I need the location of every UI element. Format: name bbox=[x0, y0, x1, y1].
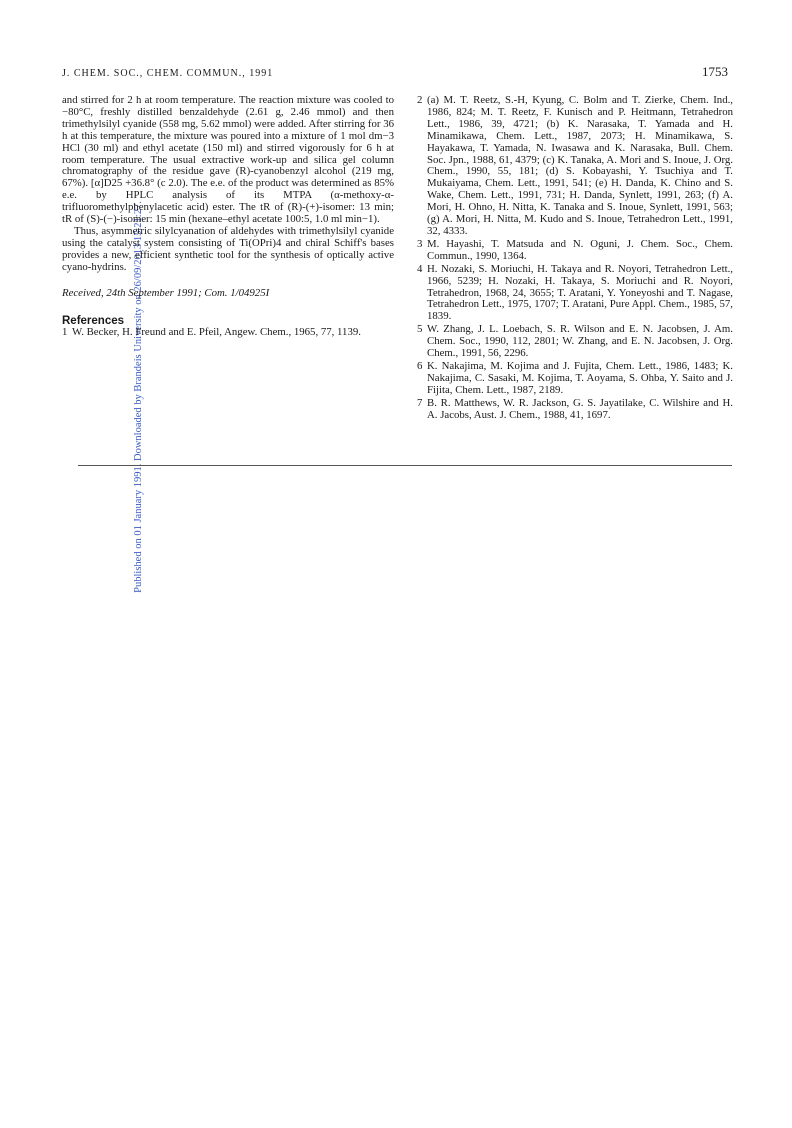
reference-item bbox=[62, 327, 394, 339]
reference-text: (a) M. T. Reetz, S.-H, Kyung, C. Bolm and T. Zierke, Chem. Ind., 1986, 824; M. T. Reetz, F. Kunisch and P. Heitmann, Tetrahedron Lett., 1986, 39, 4721; (b) K. Narasaka, T. Yamada and H. Minamikawa, Chem. Lett., 1987, 2073; H. Minamikawa, S. Hayakawa, T. Yamada, N. Iwasawa and K. Narasaka, Bull. Chem. Soc. Jpn., 1988, 61, 4379; (c) K. Tanaka, A. Mori and S. Inoue, J. Org. Chem., 1990, 55, 181; (d) S. Kobayashi, Y. Tsuchiya and T. Mukaiyama, Chem. Lett., 1991, 541; (e) H. Danda, K. Chino and S. Wake, Chem. Lett., 1991, 731; H. Danda, Synlett, 1991, 263; (f) A. Mori, H. Ohno, H. Nitta, K. Tanaka and S. Inoue, Synlett, 1991, 563; (g) A. Mori, H. Nitta, M. Kudo and S. Inoue, Tetrahedron Lett., 1991, 32, 4333. bbox=[427, 94, 733, 237]
reference-text: W. Becker, H. Freund and E. Pfeil, Angew. Chem., 1965, 77, 1139. bbox=[72, 326, 361, 339]
received-line: Received, 24th September 1991; Com. 1/04925I bbox=[62, 286, 270, 299]
reference-item bbox=[417, 264, 733, 324]
references-heading: References bbox=[62, 314, 125, 327]
running-head: J. CHEM. SOC., CHEM. COMMUN., 1991 bbox=[62, 68, 274, 79]
page-number: 1753 bbox=[702, 64, 728, 79]
reference-item bbox=[417, 239, 733, 263]
reference-number: 5 bbox=[417, 323, 423, 336]
reference-number: 4 bbox=[417, 262, 423, 275]
body-paragraph: Thus, asymmetric silylcyanation of aldehydes with trimethylsilyl cyanide using the catalyst system consisting of Ti(OPri)4 and chiral Schiff's bases provides a new, efficient synthetic tool for the synthesis of optically active cyano-hydrins. bbox=[62, 224, 394, 273]
reference-number: 6 bbox=[417, 359, 423, 372]
reference-item bbox=[417, 361, 733, 397]
reference-text: W. Zhang, J. L. Loebach, S. R. Wilson and E. N. Jacobsen, J. Am. Chem. Soc., 1990, 112, 2801; W. Zhang, and E. N. Jacobsen, J. Org. Chem., 1991, 56, 2296. bbox=[427, 323, 733, 360]
reference-text: B. R. Matthews, W. R. Jackson, G. S. Jayatilake, C. Wilshire and H. A. Jacobs, Aust. J. Chem., 1988, 41, 1697. bbox=[427, 396, 733, 421]
reference-number: 3 bbox=[417, 237, 423, 250]
reference-number: 2 bbox=[417, 94, 423, 106]
reference-item bbox=[417, 398, 733, 422]
page-rule bbox=[78, 465, 732, 466]
reference-number: 1 bbox=[62, 326, 68, 339]
reference-item bbox=[417, 95, 733, 238]
body-paragraph: and stirred for 2 h at room temperature. The reaction mixture was cooled to −80°C, freshly distilled benzaldehyde (2.61 g, 2.46 mmol) and then trimethylsilyl cyanide (558 mg, 5.62 mmol) were added. After stirring for 36 h at this temperature, the mixture was poured into a mixture of 1 mol dm−3 HCl (30 ml) and ethyl acetate (150 ml) and stirred vigorously for 6 h at room temperature. The usual extractive work-up and silica gel column chromatography of the residue gave (R)-cyanobenzyl alcohol (219 mg, 67%). [α]D25 +36.8° (c 2.0). The e.e. of the product was determined as 85% e.e. by HPLC analysis of its MTPA (α-methoxy-α-trifluoromethylphenylacetic acid) ester. The tR of (R)-(+)-isomer: 13 min; tR of (S)-(−)-isomer: 15 min (hexane–ethyl acetate 100:5, 1.0 ml min−1). bbox=[62, 94, 394, 226]
right-column bbox=[417, 95, 733, 422]
download-watermark: Published on 01 January 1991. Downloaded by Brandeis University on 26/09/2013 15:21:27. bbox=[133, 201, 144, 593]
reference-text: M. Hayashi, T. Matsuda and N. Oguni, J. Chem. Soc., Chem. Commun., 1990, 1364. bbox=[427, 237, 733, 262]
reference-number: 7 bbox=[417, 396, 423, 409]
reference-item bbox=[417, 324, 733, 360]
left-column bbox=[62, 95, 394, 340]
reference-text: K. Nakajima, M. Kojima and J. Fujita, Chem. Lett., 1986, 1483; K. Nakajima, C. Sasaki, M. Kojima, T. Aoyama, S. Ohba, Y. Saito and J. Fijita, Chem. Lett., 1987, 2189. bbox=[427, 359, 733, 396]
reference-text: H. Nozaki, S. Moriuchi, H. Takaya and R. Noyori, Tetrahedron Lett., 1966, 5239; H. Nozaki, H. Takaya, S. Moriuchi and R. Noyori, Tetrahedron, 1968, 24, 3655; T. Aratani, Y. Yoneyoshi and T. Nagase, Tetrahedron Lett., 1975, 1707; T. Aratani, Pure Appl. Chem., 1985, 57, 1839. bbox=[427, 262, 733, 323]
